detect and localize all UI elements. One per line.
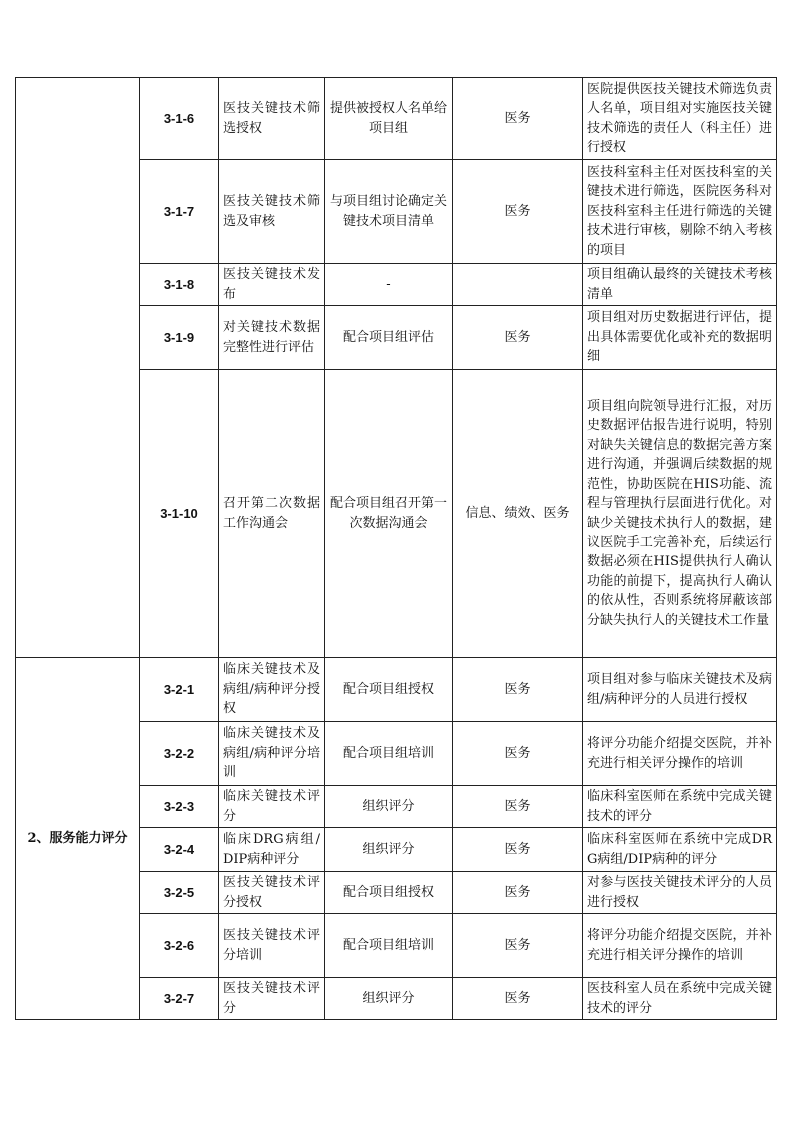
project-action: 配合项目组召开第一次数据沟通会 xyxy=(325,370,453,658)
step-code: 3-2-7 xyxy=(140,978,219,1020)
project-action: 配合项目组培训 xyxy=(325,914,453,978)
step-code: 3-2-5 xyxy=(140,872,219,914)
step-name: 医技关键技术筛选及审核 xyxy=(219,160,325,264)
step-description: 项目组对历史数据进行评估，提出具体需要优化或补充的数据明细 xyxy=(583,306,777,370)
implementation-table xyxy=(15,77,777,1020)
step-code: 3-2-1 xyxy=(140,658,219,722)
step-description: 医院提供医技关键技术筛选负责人名单，项目组对实施医技关键技术筛选的责任人（科主任）进行授权 xyxy=(583,78,777,160)
department: 医务 xyxy=(453,78,583,160)
department: 医务 xyxy=(453,786,583,828)
department: 医务 xyxy=(453,914,583,978)
step-name: 医技关键技术评分授权 xyxy=(219,872,325,914)
project-action: 配合项目组评估 xyxy=(325,306,453,370)
department: 医务 xyxy=(453,306,583,370)
step-name: 对关键技术数据完整性进行评估 xyxy=(219,306,325,370)
group-cell xyxy=(16,78,140,658)
step-code: 3-2-6 xyxy=(140,914,219,978)
project-action: 提供被授权人名单给项目组 xyxy=(325,78,453,160)
department: 医务 xyxy=(453,872,583,914)
project-action: 组织评分 xyxy=(325,828,453,872)
step-code: 3-1-9 xyxy=(140,306,219,370)
step-description: 医技科室人员在系统中完成关键技术的评分 xyxy=(583,978,777,1020)
step-code: 3-1-8 xyxy=(140,264,219,306)
project-action: 与项目组讨论确定关键技术项目清单 xyxy=(325,160,453,264)
department: 医务 xyxy=(453,722,583,786)
project-action: 组织评分 xyxy=(325,786,453,828)
department: 医务 xyxy=(453,160,583,264)
step-description: 对参与医技关键技术评分的人员进行授权 xyxy=(583,872,777,914)
project-action: 组织评分 xyxy=(325,978,453,1020)
project-action: - xyxy=(325,264,453,306)
step-name: 临床DRG病组/DIP病种评分 xyxy=(219,828,325,872)
step-name: 临床关键技术及病组/病种评分培训 xyxy=(219,722,325,786)
table-row xyxy=(16,78,777,160)
step-code: 3-2-2 xyxy=(140,722,219,786)
project-action: 配合项目组培训 xyxy=(325,722,453,786)
step-name: 医技关键技术评分 xyxy=(219,978,325,1020)
step-description: 将评分功能介绍提交医院，并补充进行相关评分操作的培训 xyxy=(583,914,777,978)
step-name: 医技关键技术筛选授权 xyxy=(219,78,325,160)
project-action: 配合项目组授权 xyxy=(325,872,453,914)
project-action: 配合项目组授权 xyxy=(325,658,453,722)
step-name: 召开第二次数据工作沟通会 xyxy=(219,370,325,658)
step-description: 医技科室科主任对医技科室的关键技术进行筛选，医院医务科对医技科室科主任进行筛选的关键技术进行审核，剔除不纳入考核的项目 xyxy=(583,160,777,264)
department: 医务 xyxy=(453,828,583,872)
department: 信息、绩效、医务 xyxy=(453,370,583,658)
step-code: 3-1-7 xyxy=(140,160,219,264)
step-code: 3-1-10 xyxy=(140,370,219,658)
step-description: 项目组对参与临床关键技术及病组/病种评分的人员进行授权 xyxy=(583,658,777,722)
step-description: 临床科室医师在系统中完成DRG病组/DIP病种的评分 xyxy=(583,828,777,872)
department: 医务 xyxy=(453,978,583,1020)
step-description: 项目组向院领导进行汇报，对历史数据评估报告进行说明，特别对缺失关键信息的数据完善方案进行沟通，并强调后续数据的规范性，协助医院在HIS功能、流程与管理执行层面进行优化。对缺少关键技术执行人的数据，建议医院手工完善补充，后续运行数据必须在HIS提供执行人确认功能的前提下，提高执行人确认的依从性，否则系统将屏蔽该部分缺失执行人的关键技术工作量 xyxy=(583,370,777,658)
group-cell: 2、服务能力评分 xyxy=(16,658,140,1020)
department: 医务 xyxy=(453,658,583,722)
step-description: 将评分功能介绍提交医院，并补充进行相关评分操作的培训 xyxy=(583,722,777,786)
table-row xyxy=(16,658,777,722)
step-description: 临床科室医师在系统中完成关键技术的评分 xyxy=(583,786,777,828)
step-name: 医技关键技术评分培训 xyxy=(219,914,325,978)
step-name: 医技关键技术发布 xyxy=(219,264,325,306)
step-name: 临床关键技术及病组/病种评分授权 xyxy=(219,658,325,722)
step-code: 3-2-3 xyxy=(140,786,219,828)
step-name: 临床关键技术评分 xyxy=(219,786,325,828)
step-code: 3-2-4 xyxy=(140,828,219,872)
step-description: 项目组确认最终的关键技术考核清单 xyxy=(583,264,777,306)
step-code: 3-1-6 xyxy=(140,78,219,160)
department xyxy=(453,264,583,306)
